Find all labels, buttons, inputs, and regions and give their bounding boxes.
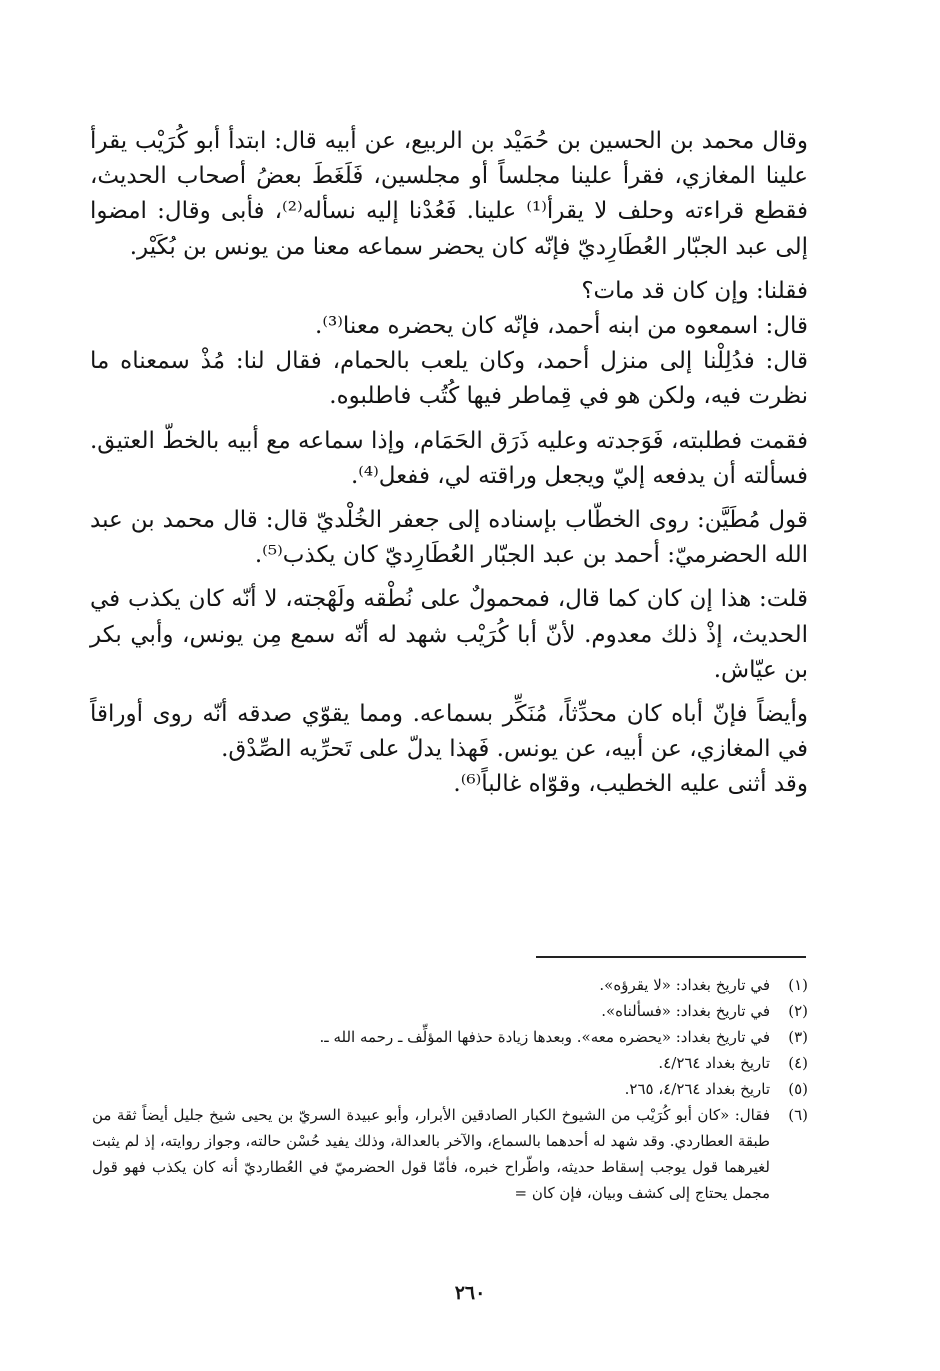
main-text: [90, 124, 808, 803]
footnote-text: في تاريخ بغداد: «فسألناه».: [601, 1002, 770, 1020]
footnote-6: [92, 1102, 808, 1206]
paragraph-1: وقال محمد بن الحسين بن حُمَيْد بن الربيع، عن أبيه قال: ابتدأ أبو كُرَيْب يقرأ علينا المغازي، فقرأ علينا مجلساً أو مجلسين، فَلَغَطَ بعضُ أصحاب الحديث، فقطع قراءته وحلف لا يقرأ⁽¹⁾ علينا. فَعُدْنا إليه نسأله⁽²⁾، فأبى وقال: امضوا إلى عبد الجبّار العُطَارِديّ فإنّه كان يحضر سماعه معنا من يونس بن بُكَيْر.: [90, 128, 808, 260]
footnote-text: تاريخ بغداد ٤/٢٦٤، ٢٦٥.: [624, 1080, 770, 1098]
footnote-1: [92, 972, 808, 998]
footnote-text: في تاريخ بغداد: «لا يقرؤه».: [599, 976, 770, 994]
page-number: ٢٦٠: [454, 1282, 486, 1304]
paragraph-3: قال: اسمعوه من ابنه أحمد، فإنّه كان يحضره معنا⁽³⁾.: [315, 313, 808, 340]
footnote-number: (٦): [788, 1106, 808, 1124]
paragraph-4: قال: فدُلِلْنا إلى منزل أحمد، وكان يلعب بالحمام، فقال لنا: مُذْ سمعناه ما نظرت فيه، ولكن هو في قِماطر فيها كُتُب فاطلبوه.: [90, 348, 808, 410]
paragraph-8: وأيضاً فإنّ أباه كان محدِّثاً، مُنَكِّر بسماعه. ومما يقوّي صدقه أنّه روى أوراقاً في المغازي، عن أبيه، عن يونس. فَهذا يدلّ على تَحرِّيه الصِّدْق.: [90, 701, 808, 763]
footnote-2: [92, 998, 808, 1024]
footnote-number: (٣): [788, 1028, 808, 1046]
footnote-number: (٥): [788, 1080, 808, 1098]
paragraph-7: قلت: هذا إن كان كما قال، فمحمولٌ على نُطْقه ولَهْجته، لا أنّه كان يكذب في الحديث، إذْ ذلك معدوم. لأنّ أبا كُرَيْب شهد له أنّه سمع مِن يونس، وأبي بكر بن عيّاش.: [90, 586, 808, 683]
footnote-text: في تاريخ بغداد: «يحضره معه». وبعدها زيادة حذفها المؤلِّف ـ رحمه الله ـ.: [319, 1028, 770, 1046]
footnote-text: تاريخ بغداد ٤/٢٦٤.: [658, 1054, 770, 1072]
paragraph-6: قول مُطَيَّن: روى الخطّاب بإسناده إلى جعفر الخُلْديّ قال: قال محمد بن عبد الله الحضرميّ: أحمد بن عبد الجبّار العُطَارِديّ كان يكذب⁽⁵⁾.: [90, 507, 808, 569]
footnote-number: (٢): [788, 1002, 808, 1020]
footnote-5: [92, 1076, 808, 1102]
footnote-3: [92, 1024, 808, 1050]
footnotes: [92, 972, 808, 1206]
footnote-separator: [536, 956, 806, 958]
footnote-number: (٤): [788, 1054, 808, 1072]
footnote-4: [92, 1050, 808, 1076]
paragraph-9: وقد أثنى عليه الخطيب، وقوّاه غالباً⁽⁶⁾.: [453, 771, 808, 798]
footnote-number: (١): [788, 976, 808, 994]
paragraph-2: فقلنا: وإن كان قد مات؟: [581, 277, 808, 304]
footnote-text: فقال: «كان أبو كُرَيْب من الشيوخ الكبار الصادقين الأبرار، وأبو عبيدة السريّ بن يحيى شيخ جليل أيضاً ثقة من طبقة العطاردي. وقد شهد له أحدهما بالسماع، والآخر بالعدالة، وذلك يفيد حُسْن حالته، وجواز روايته، إذ لم يثبت لغيرهما قول يوجب إسقاط حديثه، واطّراح خبره، فأمّا قول الحضرميّ في العُطارديّ أنه كان يكذب فهو قول مجمل يحتاج إلى كشف وبيان، فإن كان =: [92, 1106, 770, 1202]
paragraph-5: فقمت فطلبته، فَوَجدته وعليه ذَرَق الحَمَام، وإذا سماعه مع أبيه بالخطّ العتيق. فسألته أن يدفعه إليّ ويجعل وراقته لي، ففعل⁽⁴⁾.: [90, 427, 808, 489]
